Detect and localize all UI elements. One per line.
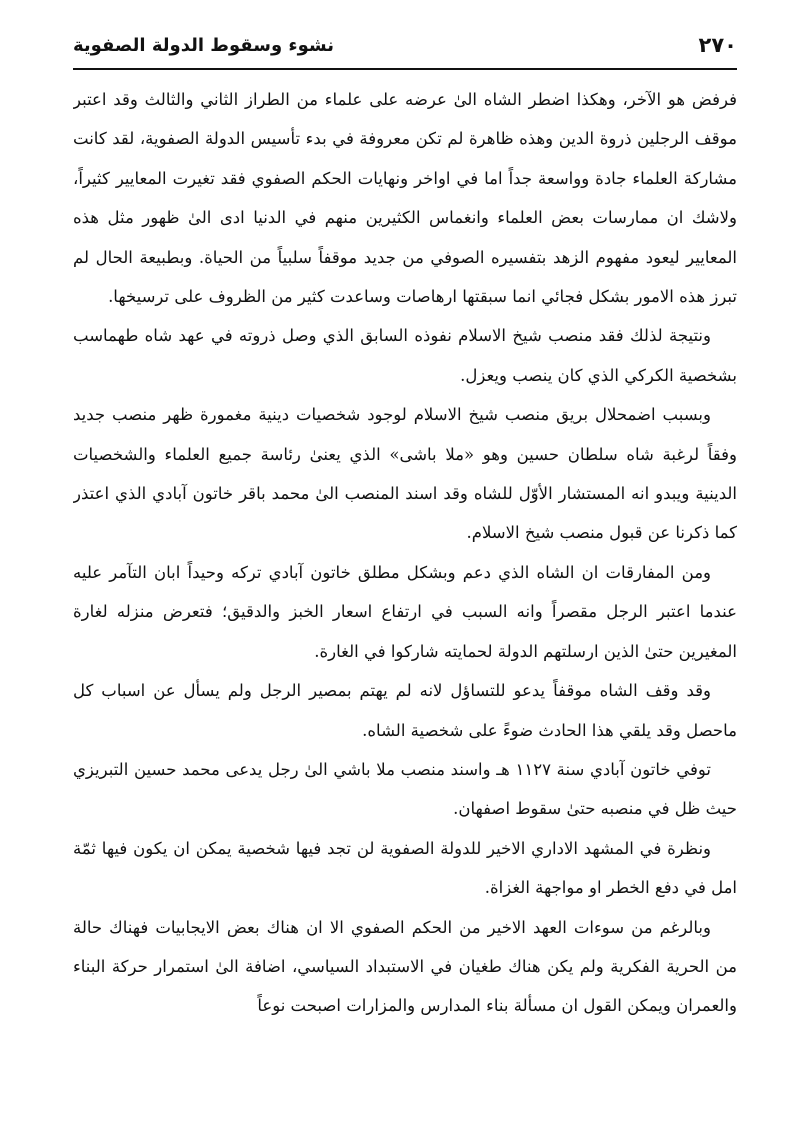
body-text [73,80,737,1140]
paragraph: ونتيجة لذلك فقد منصب شيخ الاسلام نفوذه السابق الذي وصل ذروته في عهد شاه طهماسب بشخصية الكركي الذي كان ينصب ويعزل. [73,326,737,385]
page-header [73,26,737,64]
paragraph: فرفض هو الآخر، وهكذا اضطر الشاه الىٰ عرضه على علماء من الطراز الثاني والثالث وقد اعتبر موقف الرجلين ذروة الدين وهذه ظاهرة لم تكن معروفة في بدء تأسيس الدولة الصفوية، لقد كانت مشاركة العلماء جادة وواسعة جداً اما في اواخر ونهايات الحكم الصفوي فقد تغيرت المعايير كثيراً، ولاشك ان ممارسات بعض العلماء وانغماس الكثيرين منهم في الدنيا ادى الىٰ ظهور مثل هذه المعايير ليعود مفهوم الزهد بتفسيره الصوفي من جديد موقفاً سلبياً من الحياة. وبطبيعة الحال لم تبرز هذه الامور بشكل فجائي انما سبقتها ارهاصات وساعدت كثير من الظروف على ترسيخها. [73,90,737,307]
paragraph: وبالرغم من سوءات العهد الاخير من الحكم الصفوي الا ان هناك بعض الايجابيات فهناك حالة من الحرية الفكرية ولم يكن هناك طغيان في الاستبداد السياسي، اضافة الىٰ استمرار حركة البناء والعمران ويمكن القول ان مسألة بناء المدارس والمزارات اصبحت نوعاً [73,917,737,1016]
paragraph: وقد وقف الشاه موقفاً يدعو للتساؤل لانه لم يهتم بمصير الرجل ولم يسأل عن اسباب كل ماحصل وقد يلقي هذا الحادث ضوءً على شخصية الشاه. [73,681,737,740]
paragraph: ونظرة في المشهد الاداري الاخير للدولة الصفوية لن تجد فيها شخصية يمكن ان يكون فيها ثمّة امل في دفع الخطر او مواجهة الغزاة. [73,838,737,898]
paragraph: وبسبب اضمحلال بريق منصب شيخ الاسلام لوجود شخصيات دينية مغمورة ظهر منصب جديد وفقاً لرغبة شاه سلطان حسين وهو «ملا باشى» الذي يعنىٰ رئاسة جميع العلماء والشخصيات الدينية ويبدو انه المستشار الأوّل للشاه وقد اسند المنصب الىٰ محمد باقر خاتون آبادي الذي اعتذر كما ذكرنا عن قبول منصب شيخ الاسلام. [73,405,737,543]
paragraph: توفي خاتون آبادي سنة ١١٢٧ هـ واسند منصب ملا باشي الىٰ رجل يدعى محمد حسين التبريزي حيث ظل في منصبه حتىٰ سقوط اصفهان. [73,759,737,819]
running-title: نشوء وسقوط الدولة الصفوية [73,34,334,56]
header-rule [73,68,737,70]
paragraph: ومن المفارقات ان الشاه الذي دعم وبشكل مطلق خاتون آبادي تركه وحيداً ابان التآمر عليه عندما اعتبر الرجل مقصراً وانه السبب في ارتفاع اسعار الخبز والدقيق؛ فتعرض منزله لغارة المغيرين حتىٰ الذين ارسلتهم الدولة لحمايته شاركوا في الغارة. [73,562,737,661]
page-number: ٢٧٠ [698,33,737,57]
